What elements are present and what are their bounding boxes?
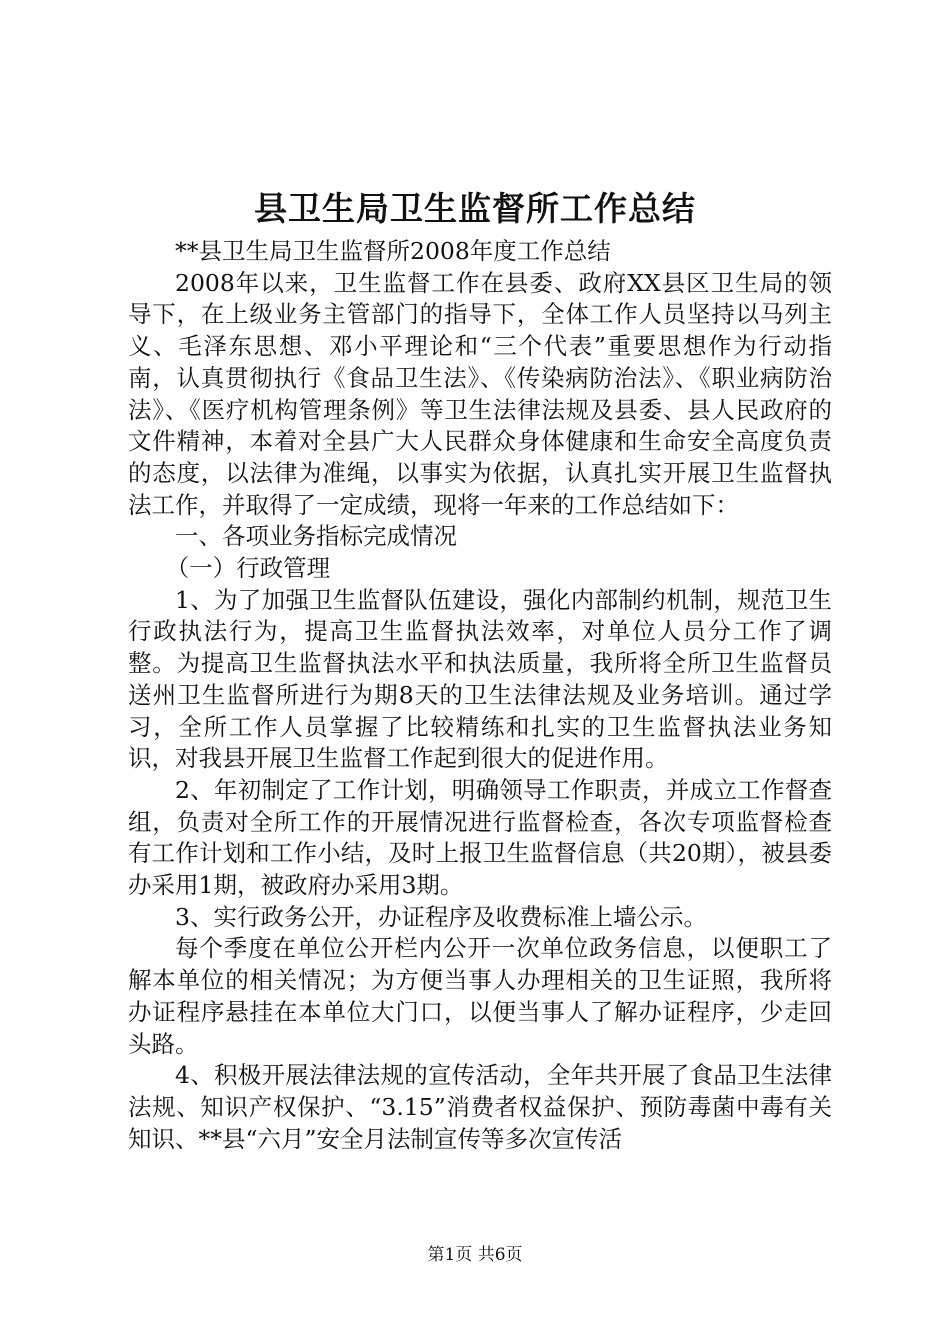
- body-paragraph: 3、实行政务公开，办证程序及收费标准上墙公示。: [175, 902, 707, 931]
- body-paragraph: 1、为了加强卫生监督队伍建设，强化内部制约机制，规范卫生行政执法行为，提高卫生监督执法效率，对单位人员分工作了调整。为提高卫生监督执法水平和执法质量，我所将全所卫生监督员送州卫生监督所进行为期8天的卫生法律法规及业务培训。通过学习，全所工作人员掌握了比较精练和扎实的卫生监督执法业务知识，对我县开展卫生监督工作起到很大的促进作用。: [128, 585, 832, 773]
- body-paragraph: 2、年初制定了工作计划，明确领导工作职责，并成立工作督查组，负责对全所工作的开展情况进行监督检查，各次专项监督检查有工作计划和工作小结，及时上报卫生监督信息（共20期），被县委办采用1期，被政府办采用3期。: [128, 775, 832, 900]
- document-title: 县卫生局卫生监督所工作总结: [254, 189, 696, 228]
- subtitle-paragraph: **县卫生局卫生监督所2008年度工作总结: [175, 237, 611, 265]
- body-paragraph: 4、积极开展法律法规的宣传活动，全年共开展了食品卫生法律法规、知识产权保护、“3.15”消费者权益保护、预防毒菌中毒有关知识、**县“六月”安全月法制宣传等多次宣传活: [128, 1061, 832, 1153]
- intro-paragraph: 2008年以来，卫生监督工作在县委、政府XX县区卫生局的领导下，在上级业务主管部门的指导下，全体工作人员坚持以马列主义、毛泽东思想、邓小平理论和“三个代表”重要思想作为行动指南，认真贯彻执行《食品卫生法》、《传染病防治法》、《职业病防治法》、《医疗机构管理条例》等卫生法律法规及县委、县人民政府的文件精神，本着对全县广大人民群众身体健康和生命安全高度负责的态度，以法律为准绳，以事实为依据，认真扎实开展卫生监督执法工作，并取得了一定成绩，现将一年来的工作总结如下：: [128, 268, 832, 519]
- page-footer: 第1页 共6页: [427, 1245, 523, 1265]
- document-body: [128, 236, 832, 1155]
- section-heading: 一、各项业务指标完成情况: [175, 522, 457, 551]
- body-paragraph: 每个季度在单位公开栏内公开一次单位政务信息，以便职工了解本单位的相关情况；为方便当事人办理相关的卫生证照，我所将办证程序悬挂在本单位大门口，以便当事人了解办证程序，少走回头路。: [128, 934, 832, 1058]
- subsection-heading: （一）行政管理: [165, 554, 331, 583]
